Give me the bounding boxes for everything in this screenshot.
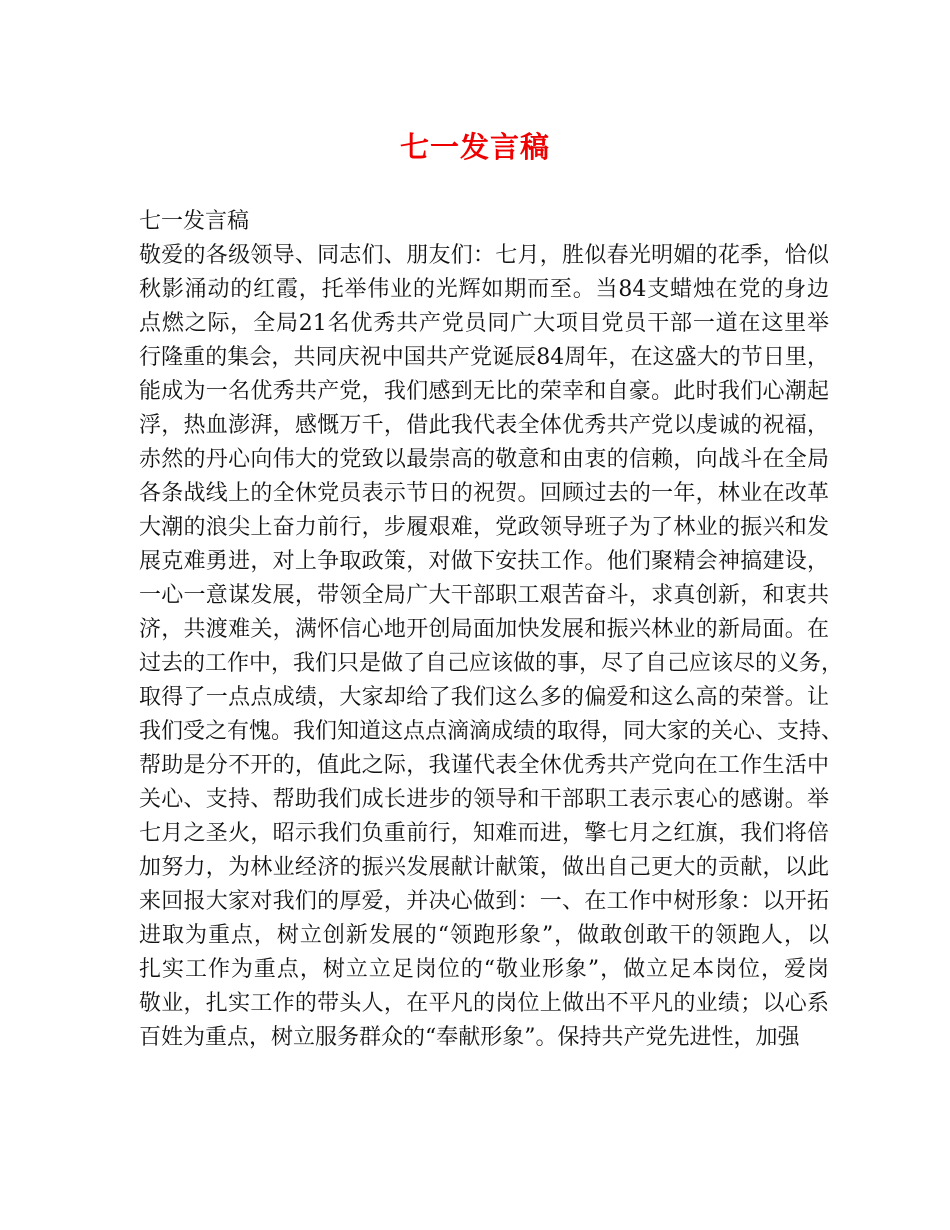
paragraph-line: 赤然的丹心向伟大的党致以最崇高的敬意和由衷的信赖，向战斗在全局 [139, 447, 829, 472]
paragraph-line: 进取为重点，树立创新发展的“领跑形象”，做敢创敢干的领跑人，以 [139, 923, 829, 948]
paragraph-line: 能成为一名优秀共产党，我们感到无比的荣幸和自豪。此时我们心潮起 [139, 379, 829, 404]
paragraph-line: 浮，热血澎湃，感慨万千，借此我代表全体优秀共产党以虔诚的祝福， [139, 413, 829, 438]
paragraph-line: 帮助是分不开的，值此之际，我谨代表全休优秀共产党向在工作生活中 [139, 753, 829, 778]
paragraph-line: 各条战线上的全休党员表示节日的祝贺。回顾过去的一年，林业在改革 [139, 481, 829, 506]
paragraph-line: 加努力，为林业经济的振兴发展献计献策，做出自己更大的贡献，以此 [139, 855, 829, 880]
paragraph-line: 百姓为重点，树立服务群众的“奉献形象”。保持共产党先进性，加强 [139, 1025, 800, 1050]
paragraph-line: 大潮的浪尖上奋力前行，步履艰难，党政领导班子为了林业的振兴和发 [139, 515, 829, 540]
document-title: 七一发言稿 [399, 130, 550, 164]
paragraph-line: 我们受之有愧。我们知道这点点滴滴成绩的取得，同大家的关心、支持、 [139, 719, 844, 744]
paragraph-line: 点燃之际，全局21名优秀共产党员同广大项目党员干部一道在这里举 [139, 311, 829, 336]
paragraph-line: 扎实工作为重点，树立立足岗位的“敬业形象”，做立足本岗位，爱岗 [139, 957, 829, 982]
paragraph-line: 一心一意谋发展，带领全局广大干部职工艰苦奋斗，求真创新，和衷共 [139, 583, 829, 608]
paragraph-line: 来回报大家对我们的厚爱，并决心做到：一、在工作中树形象：以开拓 [139, 889, 829, 914]
paragraph-line: 敬业，扎实工作的带头人，在平凡的岗位上做出不平凡的业绩；以心系 [139, 991, 829, 1016]
paragraph-line: 展克难勇进，对上争取政策，对做下安扶工作。他们聚精会神搞建设， [139, 549, 829, 574]
paragraph-line: 过去的工作中，我们只是做了自己应该做的事，尽了自己应该尽的义务， [139, 651, 844, 676]
paragraph-line: 取得了一点点成绩，大家却给了我们这么多的偏爱和这么高的荣誉。让 [139, 685, 829, 710]
paragraph-line: 七月之圣火，昭示我们负重前行，知难而进，擎七月之红旗，我们将倍 [139, 821, 829, 846]
paragraph-line: 行隆重的集会，共同庆祝中国共产党诞辰84周年，在这盛大的节日里， [139, 345, 829, 370]
paragraph-line: 关心、支持、帮助我们成长进步的领导和干部职工表示衷心的感谢。举 [139, 787, 829, 812]
paragraph-line: 敬爱的各级领导、同志们、朋友们：七月，胜似春光明媚的花季，恰似 [139, 243, 829, 268]
paragraph-line: 济，共渡难关，满怀信心地开创局面加快发展和振兴林业的新局面。在 [139, 617, 829, 642]
document-body [139, 205, 844, 1055]
paragraph-line: 秋影涌动的红霞，托举伟业的光辉如期而至。当84支蜡烛在党的身边 [139, 277, 829, 302]
subtitle-line: 七一发言稿 [139, 209, 250, 234]
